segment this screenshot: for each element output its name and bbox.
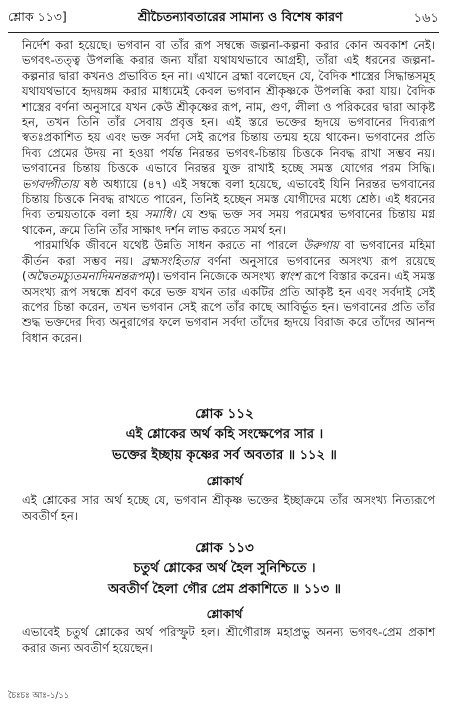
verse-112 (14, 404, 435, 466)
page-number: ১৬১ (413, 10, 439, 26)
signature-mark: চৈঃচঃ আঃ-১/১১ (8, 691, 70, 701)
verse-113-translation: এভাবেই চতুর্থ শ্লোকের অর্থ পরিস্ফুট হল। শ্রীগৌরাঙ্গ মহাপ্রভু অনন্য ভগবৎ-প্রেম প্রকাশ করার জন্য অবতীর্ণ হয়েছেন। (22, 625, 435, 655)
verse-112-line-2: ভক্তের ইচ্ছায় কৃষ্ণের সর্ব অবতার ॥ ১১২ ॥ (112, 448, 337, 463)
chapter-title: শ্রীচৈতন্যাবতারের সামান্য ও বিশেষ কারণ (137, 9, 343, 24)
verse-113-heading: শ্লোক ১১৩ (195, 540, 254, 556)
verse-113 (14, 538, 435, 600)
verse-113-line-2: অবতীর্ণ হৈলা গৌর প্রেম প্রকাশিতে ॥ ১১৩ ॥ (108, 582, 341, 597)
header-verse-ref: শ্লোক ১১৩] (8, 9, 67, 24)
verse-113-translation-heading: শ্লোকার্থ (206, 607, 243, 621)
purport-text (22, 38, 435, 346)
verse-112-translation-heading: শ্লোকার্থ (206, 474, 243, 488)
running-header (8, 6, 439, 33)
verse-112-translation: এই শ্লোকের সার অর্থ হচ্ছে যে, ভগবান শ্রীকৃষ্ণ ভক্তের ইচ্ছাক্রমে তাঁর অসংখ্য নিত্যরূপে অবতীর্ণ হন। (22, 493, 435, 523)
purport-paragraph-2: পারমার্থিক জীবনে যথেষ্ট উন্নতি সাধন করতে না পারলে উরুগায় বা ভগবানের মহিমা কীর্তন করা সম্ভব নয়। ব্রহ্মসংহিতার বর্ণনা অনুসারে ভগবানের অসংখ্য রূপ রয়েছে (অদ্বৈতমচ্যুতমনাদিমনন্তরূপম্)। ভগবান নিজেকে অসংখ্য স্বাংশ রূপে বিস্তার করেন। এই সমস্ত অসংখ্য রূপ সম্বন্ধে শ্রবণ করে ভক্ত যখন তার একটির প্রতি আকৃষ্ট হন এবং সর্বদাই সেই রূপের চিন্তা করেন, তখন ভগবান সেই রূপে তাঁর কাছে আবির্ভূত হন। ভগবানের প্রতি তাঁর শুদ্ধ ভক্তদের দিব্য অনুরাগের ফলে ভগবান সর্বদা তাঁদের হৃদয়ে বিরাজ করে তাঁদের আনন্দ বিধান করেন। (22, 238, 436, 345)
verse-112-line-1: এই শ্লোকের অর্থ কহি সংক্ষেপের সার । (125, 427, 324, 442)
verse-113-line-1: চতুর্থ শ্লোকের অর্থ হৈল সুনিশ্চিতে । (133, 561, 316, 576)
purport-paragraph-1: নির্দেশ করা হয়েছে। ভগবান বা তাঁর রূপ সম্বন্ধে জল্পনা-কল্পনা করার কোন অবকাশ নেই। ভগবৎ-তত্ত্ব উপলব্ধি করার জন্য যাঁরা যথাযথভাবে আগ্রহী, তাঁরা এই ধরনের জল্পনা-কল্পনার দ্বারা কখনও প্রভাবিত হন না। এখানে ব্রহ্মা বলেছেন যে, বৈদিক শাস্ত্রের সিদ্ধান্তসমূহ যথাযথভাবে হৃদয়ঙ্গম করার মাধ্যমেই কেবল ভগবান শ্রীকৃষ্ণকে উপলব্ধি করা যায়। বৈদিক শাস্ত্রের বর্ণনা অনুসারে যখন কেউ শ্রীকৃষ্ণের রূপ, নাম, গুণ, লীলা ও পরিকরের দ্বারা আকৃষ্ট হন, তখন তিনি তাঁর সেবায় প্রবৃত্ত হন। এই স্তরে ভক্তের হৃদয়ে ভগবানের দিব্যরূপ স্বতঃপ্রকাশিত হয় এবং ভক্ত সর্বদা সেই রূপের চিন্তায় তন্ময় হয়ে থাকেন। ভগবানের প্রতি দিব্য প্রেমের উদয় না হওয়া পর্যন্ত নিরন্তর ভগবৎ-চিন্তায় চিত্তকে নিবদ্ধ রাখা সম্ভব নয়। ভগবানের চিন্তায় চিত্তকে এভাবে নিরন্তর যুক্ত রাখাই হচ্ছে সমস্ত যোগের পরম সিদ্ধি। ভগবদ্গীতায় ষষ্ঠ অধ্যায়ে (৪৭) এই সম্বন্ধে বলা হয়েছে, এভাবেই যিনি নিরন্তর ভগবানের চিন্তায় চিত্তকে নিবদ্ধ রাখতে পারেন, তিনিই হচ্ছেন সমস্ত যোগীদের মধ্যে শ্রেষ্ঠ। এই ধরনের দিব্য তন্ময়তাকে বলা হয় সমাধি। যে শুদ্ধ ভক্ত সব সময় পরমেশ্বর ভগবানের চিন্তায় মগ্ন থাকেন, ক্রমে তিনি তাঁর সাক্ষাৎ দর্শন লাভ করতে সমর্থ হন। (22, 38, 436, 237)
verse-112-heading: শ্লোক ১১২ (195, 406, 254, 422)
